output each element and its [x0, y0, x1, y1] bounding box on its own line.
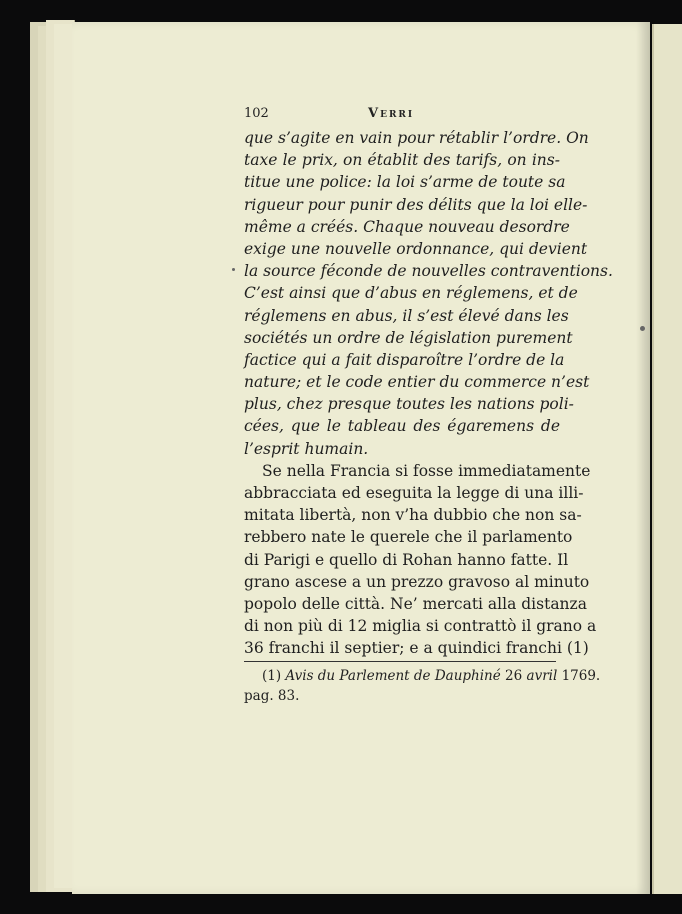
- text-line: 36 franchi il septier; e a quindici franchi (1): [244, 639, 589, 658]
- page-number: 102: [244, 106, 269, 121]
- text-line: sociétés un ordre de législation purement: [244, 328, 573, 347]
- gutter-shadow: [636, 22, 652, 894]
- text-line: que s’agite en vain pour rétablir l’ordre. On: [244, 129, 589, 147]
- text-line: di non più di 12 miglia si contrattò il grano a: [244, 617, 597, 636]
- text-line: plus, chez presque toutes les nations poli-: [244, 395, 574, 414]
- text-line: réglemens en abus, il s’est élevé dans les: [244, 306, 569, 325]
- text-line: factice qui a fait disparoître l’ordre de la: [244, 350, 565, 369]
- text-line: C’est ainsi que d’abus en réglemens, et de: [244, 284, 578, 303]
- footnote-month: avril: [526, 668, 558, 684]
- footnote-rule: [244, 661, 556, 662]
- footnote-line: [262, 666, 601, 686]
- text-line: di Parigi e quello di Rohan hanno fatte. Il: [244, 550, 569, 569]
- paper-speck: [640, 326, 645, 331]
- text-line: exige une nouvelle ordonnance, qui devient: [244, 239, 588, 258]
- text-line: grano ascese a un prezzo gravoso al minuto: [244, 572, 590, 591]
- text-line: l’esprit humain.: [244, 439, 369, 458]
- footnote-line: pag. 83.: [244, 688, 300, 704]
- footnote-source: Avis du Parlement de Dauphiné: [285, 668, 501, 684]
- body-text: [244, 127, 613, 660]
- running-title: Verri: [368, 106, 415, 121]
- text-line: titue une police: la loi s’arme de toute sa: [244, 173, 566, 192]
- text-line: la source féconde de nouvelles contraventions.: [244, 262, 613, 281]
- paper-speck: [232, 268, 235, 271]
- page-header: [244, 106, 560, 126]
- facing-page-edge: [652, 24, 682, 894]
- footnote-day: 26: [505, 668, 523, 684]
- text-line: Se nella Francia si fosse immediatamente: [262, 461, 591, 480]
- text-line: rebbero nate le querele che il parlamento: [244, 528, 573, 547]
- text-line: rigueur pour punir des délits que la loi elle-: [244, 195, 588, 214]
- text-line: abbracciata ed eseguita la legge di una illi-: [244, 484, 584, 502]
- text-line: cées, que le tableau des égaremens de: [244, 417, 560, 436]
- footnote-year: 1769.: [561, 668, 601, 684]
- text-line: taxe le prix, on établit des tarifs, on ins-: [244, 151, 560, 170]
- text-line: popolo delle città. Ne’ mercati alla distanza: [244, 594, 587, 613]
- footnote-marker: (1): [262, 668, 282, 684]
- text-line: nature; et le code entier du commerce n’est: [244, 373, 590, 392]
- text-line: même a créés. Chaque nouveau desordre: [244, 217, 570, 236]
- footnote: [244, 666, 601, 706]
- text-line: mitata libertà, non v’ha dubbio che non sa-: [244, 506, 582, 525]
